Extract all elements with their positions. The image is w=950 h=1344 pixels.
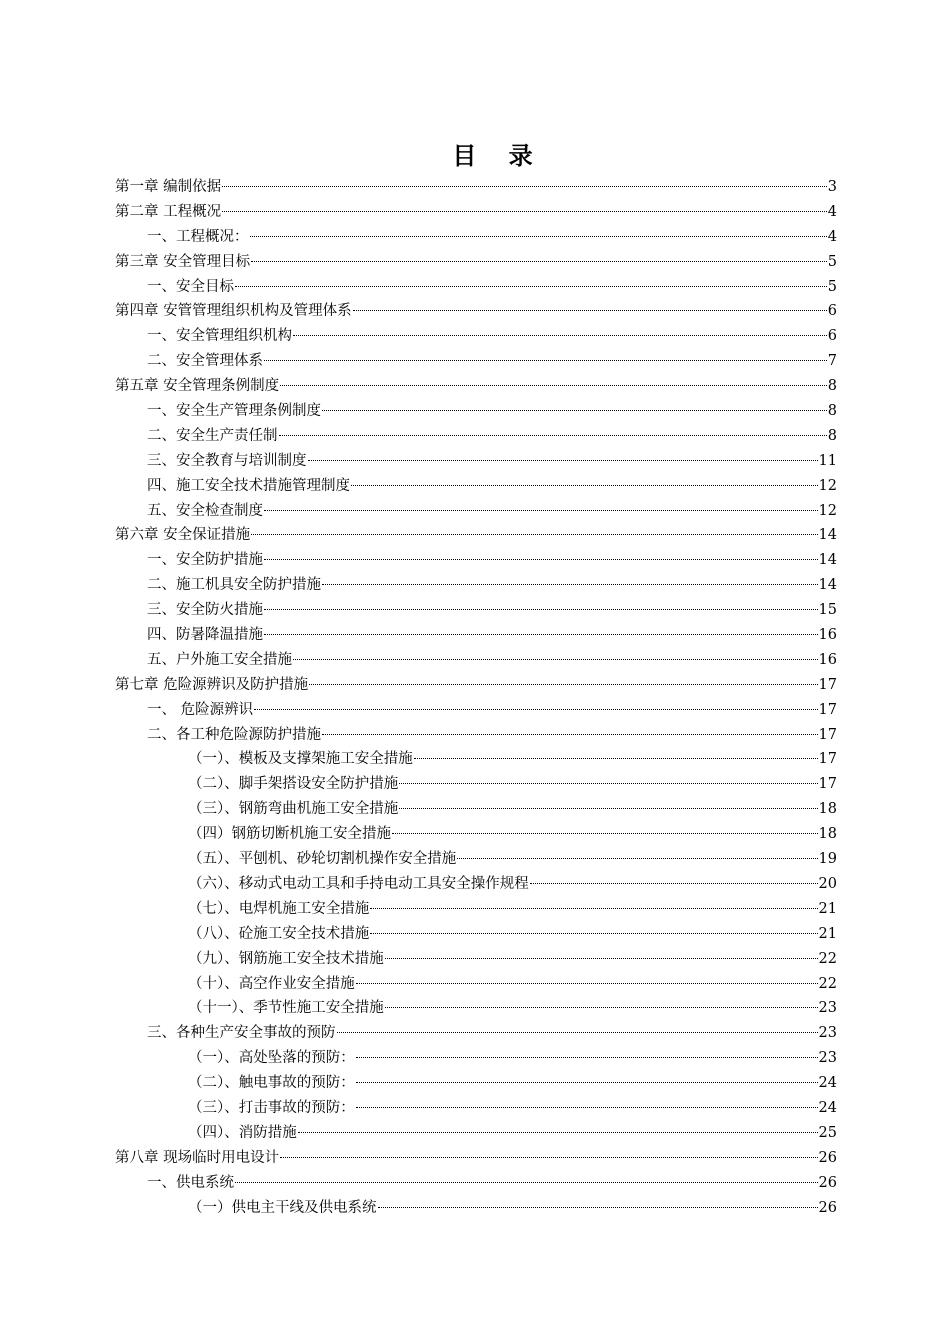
dot-leader (530, 874, 818, 884)
toc-entry-label: （四）、消防措施 (188, 1124, 297, 1141)
dot-leader (353, 301, 827, 311)
toc-entry-label: （七）、电焊机施工安全措施 (188, 900, 370, 917)
dot-leader (378, 1198, 818, 1208)
toc-entry-label: （三）、钢筋弯曲机施工安全措施 (188, 801, 399, 818)
toc-entry[interactable] (115, 897, 837, 922)
dot-leader (322, 725, 818, 735)
table-of-contents (115, 175, 837, 1220)
toc-entry-label: 第七章 危险源辨识及防护措施 (115, 676, 309, 693)
dot-leader (457, 849, 817, 859)
toc-entry-label: 一、安全防护措施 (147, 552, 263, 569)
dot-leader (399, 774, 817, 784)
toc-entry-label: （三）、打击事故的预防： (188, 1099, 355, 1116)
toc-entry[interactable] (115, 200, 837, 225)
toc-entry-label: （十一）、季节性施工安全措施 (188, 1000, 384, 1017)
toc-entry-page-number: 7 (827, 353, 837, 370)
toc-entry-page-number: 16 (818, 651, 837, 668)
toc-entry-page-number: 8 (827, 378, 837, 395)
dot-leader (264, 501, 818, 511)
toc-entry-page-number: 26 (818, 1149, 837, 1166)
toc-entry[interactable] (115, 648, 837, 673)
toc-entry-label: 二、安全生产责任制 (147, 427, 278, 444)
toc-entry-label: 第六章 安全保证措施 (115, 527, 251, 544)
dot-leader (337, 1023, 818, 1033)
toc-entry-page-number: 20 (818, 875, 837, 892)
toc-entry-label: 一、安全管理组织机构 (147, 328, 292, 345)
toc-entry-label: 三、各种生产安全事故的预防 (147, 1025, 336, 1042)
toc-entry[interactable] (115, 1146, 837, 1171)
toc-entry-page-number: 22 (818, 950, 837, 967)
toc-entry-page-number: 23 (818, 1000, 837, 1017)
toc-entry[interactable] (115, 523, 837, 548)
toc-entry-label: （四）钢筋切断机施工安全措施 (188, 826, 391, 843)
dot-leader (264, 351, 827, 361)
toc-entry[interactable] (115, 847, 837, 872)
dot-leader (356, 1073, 818, 1083)
toc-entry-label: （二）、触电事故的预防： (188, 1075, 355, 1092)
toc-entry-page-number: 18 (818, 801, 837, 818)
toc-entry-label: （一）、模板及支撑架施工安全措施 (188, 751, 413, 768)
dot-leader (222, 202, 827, 212)
dot-leader (385, 998, 818, 1008)
page-title: 目 录 (452, 141, 545, 170)
dot-leader (279, 426, 827, 436)
toc-entry[interactable] (115, 1071, 837, 1096)
toc-entry-label: 第三章 安全管理目标 (115, 253, 251, 270)
dot-leader (399, 799, 817, 809)
toc-entry[interactable] (115, 723, 837, 748)
toc-entry-label: 二、施工机具安全防护措施 (147, 577, 321, 594)
toc-entry[interactable] (115, 275, 837, 300)
toc-entry-label: 二、各工种危险源防护措施 (147, 726, 321, 743)
toc-entry[interactable] (115, 424, 837, 449)
dot-leader (235, 1173, 818, 1183)
toc-entry-page-number: 21 (818, 900, 837, 917)
dot-leader (385, 949, 818, 959)
toc-entry-page-number: 26 (818, 1174, 837, 1191)
dot-leader (264, 600, 818, 610)
toc-entry-page-number: 8 (827, 427, 837, 444)
toc-entry[interactable] (115, 374, 837, 399)
toc-entry[interactable] (115, 673, 837, 698)
toc-entry[interactable] (115, 972, 837, 997)
toc-entry-page-number: 4 (827, 228, 837, 245)
toc-entry-label: 第一章 编制依据 (115, 179, 222, 195)
dot-leader (356, 1098, 818, 1108)
toc-entry-page-number: 5 (827, 278, 837, 295)
toc-entry-page-number: 15 (818, 602, 837, 619)
toc-entry-label: （六）、移动式电动工具和手持电动工具安全操作规程 (188, 875, 529, 892)
dot-leader (322, 575, 818, 585)
toc-entry-label: 四、防暑降温措施 (147, 627, 263, 644)
toc-entry[interactable] (115, 399, 837, 424)
toc-entry[interactable] (115, 175, 837, 200)
dot-leader (280, 376, 827, 386)
toc-entry-label: （九）、钢筋施工安全技术措施 (188, 950, 384, 967)
toc-entry-label: 第四章 安管管理组织机构及管理体系 (115, 303, 352, 320)
toc-entry-label: 五、户外施工安全措施 (147, 651, 292, 668)
toc-entry-page-number: 12 (818, 502, 837, 519)
toc-entry-page-number: 14 (818, 552, 837, 569)
toc-entry-label: 一、 危险源辨识 (147, 701, 254, 718)
toc-entry[interactable] (115, 797, 837, 822)
toc-entry-label: （一）、高处坠落的预防： (188, 1050, 355, 1067)
toc-entry-label: 第二章 工程概况 (115, 203, 222, 220)
toc-entry-page-number: 14 (818, 577, 837, 594)
toc-entry-page-number: 23 (818, 1025, 837, 1042)
toc-entry-page-number: 17 (818, 751, 837, 768)
toc-entry-page-number: 26 (818, 1199, 837, 1216)
toc-entry[interactable] (115, 250, 837, 275)
dot-leader (308, 451, 818, 461)
toc-entry[interactable] (115, 1196, 837, 1221)
toc-entry[interactable] (115, 1046, 837, 1071)
toc-entry-page-number: 4 (827, 203, 837, 220)
toc-entry-label: 三、安全防火措施 (147, 602, 263, 619)
toc-entry-label: 三、安全教育与培训制度 (147, 452, 307, 469)
dot-leader (254, 700, 817, 710)
toc-entry-label: （一）供电主干线及供电系统 (188, 1199, 377, 1216)
dot-leader (392, 824, 818, 834)
toc-entry-page-number: 25 (818, 1124, 837, 1141)
dot-leader (280, 1148, 817, 1158)
toc-entry[interactable] (115, 499, 837, 524)
dot-leader (293, 326, 827, 336)
toc-entry[interactable] (115, 772, 837, 797)
toc-entry-page-number: 11 (818, 452, 837, 469)
dot-leader (322, 401, 827, 411)
toc-entry-page-number: 23 (818, 1050, 837, 1067)
toc-entry-label: （五）、平刨机、砂轮切割机操作安全措施 (188, 851, 457, 868)
toc-entry-label: （八）、砼施工安全技术措施 (188, 925, 370, 942)
dot-leader (309, 675, 817, 685)
dot-leader (293, 650, 818, 660)
toc-entry-page-number: 17 (818, 726, 837, 743)
toc-entry[interactable] (115, 822, 837, 847)
toc-entry-page-number: 12 (818, 477, 837, 494)
toc-entry-page-number: 22 (818, 975, 837, 992)
dot-leader (264, 550, 818, 560)
toc-entry-label: 第五章 安全管理条例制度 (115, 378, 280, 395)
toc-entry[interactable] (115, 996, 837, 1021)
toc-entry[interactable] (115, 299, 837, 324)
dot-leader (251, 525, 817, 535)
dot-leader (235, 277, 827, 287)
toc-entry[interactable] (115, 474, 837, 499)
toc-entry[interactable] (115, 947, 837, 972)
toc-entry-page-number: 24 (818, 1075, 837, 1092)
toc-entry[interactable] (115, 548, 837, 573)
toc-entry[interactable] (115, 1121, 837, 1146)
toc-entry-label: （十）、高空作业安全措施 (188, 975, 355, 992)
toc-entry-label: 一、供电系统 (147, 1174, 234, 1191)
toc-entry[interactable] (115, 623, 837, 648)
toc-entry-page-number: 17 (818, 776, 837, 793)
toc-entry-page-number: 8 (827, 403, 837, 420)
toc-entry-label: 一、工程概况： (147, 228, 249, 245)
toc-entry[interactable] (115, 872, 837, 897)
toc-entry-label: 第八章 现场临时用电设计 (115, 1149, 280, 1166)
toc-entry[interactable] (115, 349, 837, 374)
toc-entry[interactable] (115, 1171, 837, 1196)
toc-entry[interactable] (115, 225, 837, 250)
toc-entry-label: 一、安全目标 (147, 278, 234, 295)
toc-entry-page-number: 18 (818, 826, 837, 843)
toc-entry-page-number: 14 (818, 527, 837, 544)
dot-leader (250, 227, 827, 237)
dot-leader (356, 1048, 818, 1058)
dot-leader (370, 924, 817, 934)
toc-entry-page-number: 6 (827, 303, 837, 320)
toc-entry-label: 二、安全管理体系 (147, 353, 263, 370)
toc-entry-label: 五、安全检查制度 (147, 502, 263, 519)
dot-leader (370, 899, 817, 909)
dot-leader (251, 252, 827, 262)
toc-entry-page-number: 19 (818, 851, 837, 868)
toc-entry-label: 一、安全生产管理条例制度 (147, 403, 321, 420)
toc-entry[interactable] (115, 1096, 837, 1121)
toc-entry[interactable] (115, 698, 837, 723)
toc-entry-label: 四、施工安全技术措施管理制度 (147, 477, 350, 494)
toc-entry-page-number: 17 (818, 701, 837, 718)
toc-entry[interactable] (115, 449, 837, 474)
toc-entry[interactable] (115, 598, 837, 623)
toc-entry[interactable] (115, 1021, 837, 1046)
toc-entry-page-number: 3 (827, 179, 837, 195)
dot-leader (356, 974, 818, 984)
toc-entry-label: （二）、脚手架搭设安全防护措施 (188, 776, 399, 793)
toc-entry-page-number: 24 (818, 1099, 837, 1116)
toc-entry-page-number: 17 (818, 676, 837, 693)
toc-entry[interactable] (115, 922, 837, 947)
dot-leader (414, 749, 818, 759)
toc-entry-page-number: 16 (818, 627, 837, 644)
toc-entry-page-number: 21 (818, 925, 837, 942)
toc-entry-page-number: 5 (827, 253, 837, 270)
toc-entry[interactable] (115, 324, 837, 349)
dot-leader (298, 1123, 818, 1133)
dot-leader (351, 476, 818, 486)
dot-leader (222, 177, 827, 187)
toc-entry[interactable] (115, 573, 837, 598)
dot-leader (264, 625, 818, 635)
toc-entry[interactable] (115, 747, 837, 772)
toc-entry-page-number: 6 (827, 328, 837, 345)
